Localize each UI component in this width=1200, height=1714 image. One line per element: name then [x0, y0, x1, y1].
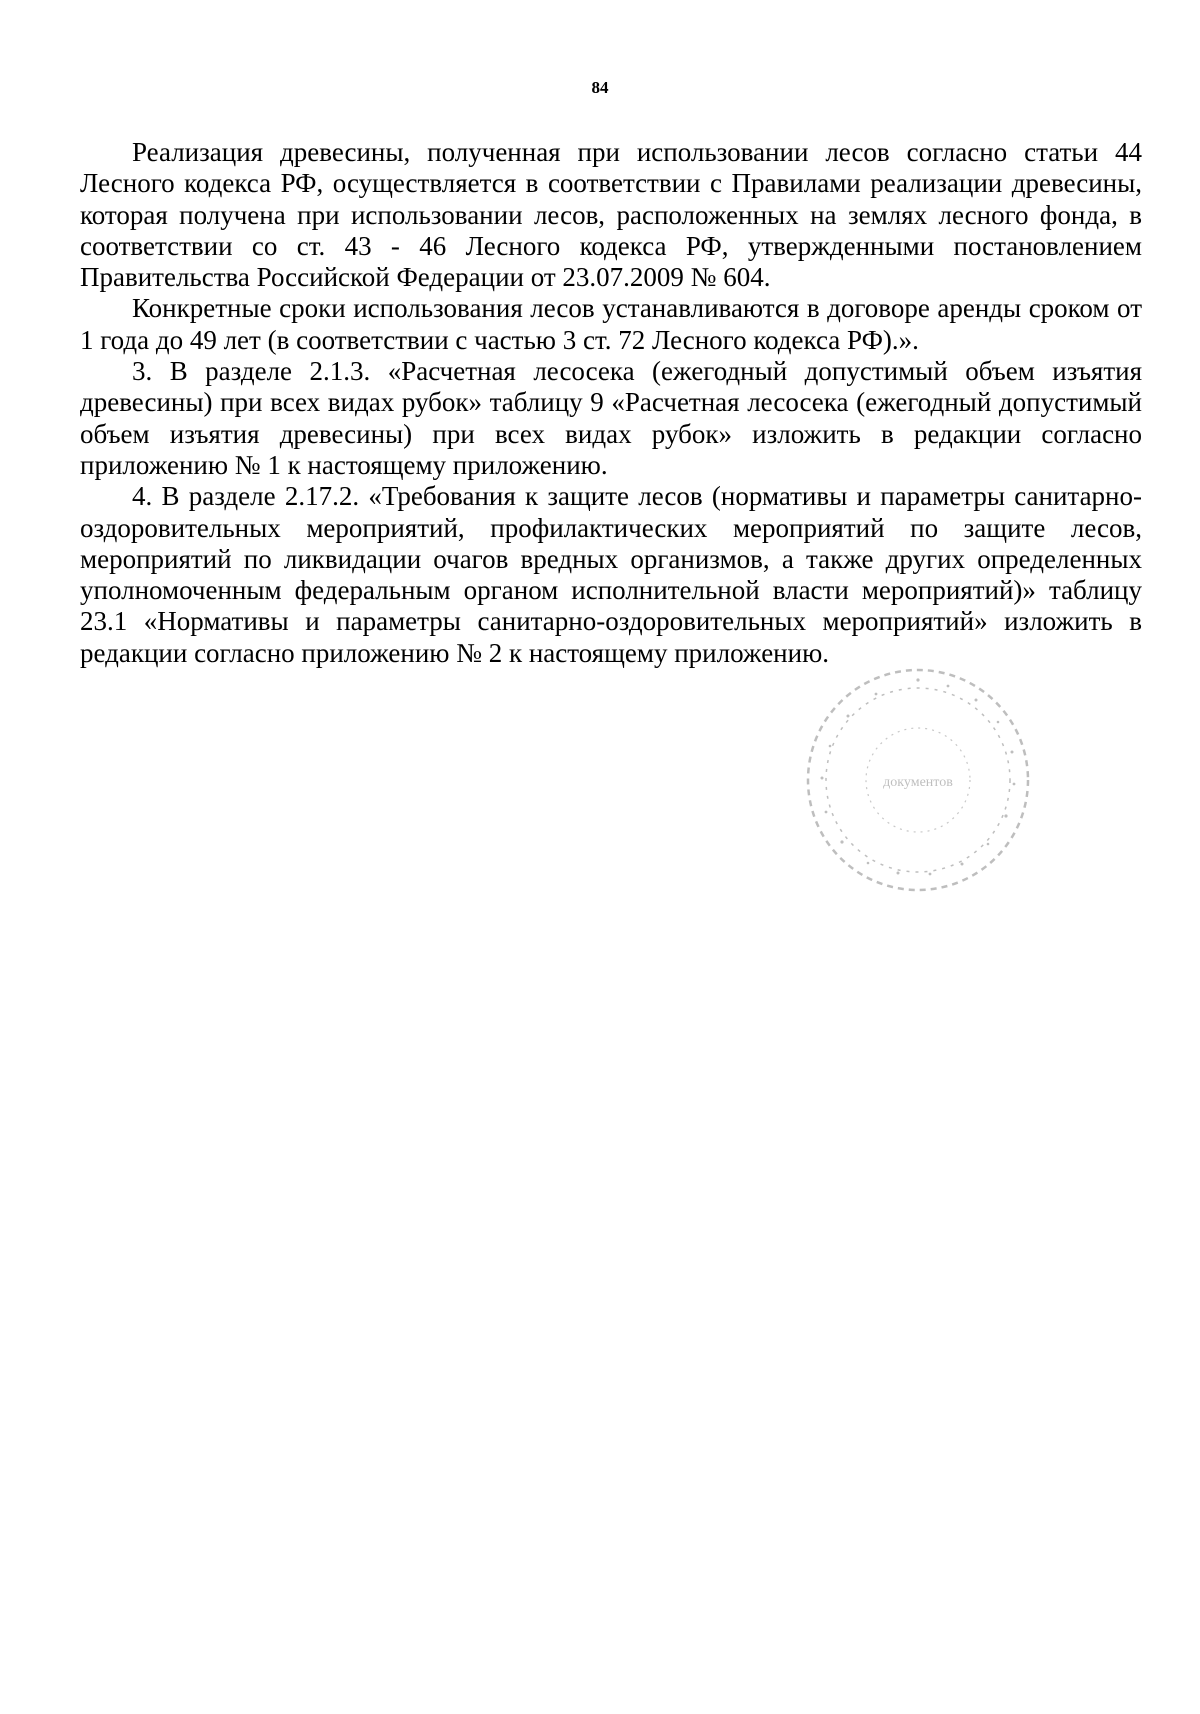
- paragraph-section-2-17-2: 4. В разделе 2.17.2. «Требования к защите лесов (нормативы и параметры санитарно-оздоровительных мероприятий, профилактических мероприятий по защите лесов, мероприятий по ликвидации очагов вредных организмов, а также других определенных уполномоченным федеральным органом исполнительной власти мероприятий)» таблицу 23.1 «Нормативы и параметры санитарно-оздоровительных мероприятий» изложить в редакции согласно приложению № 2 к настоящему приложению.: [80, 481, 1142, 668]
- stamp-text: документов: [883, 775, 953, 790]
- paragraph-lease-terms: Конкретные сроки использования лесов устанавливаются в договоре аренды сроком от 1 года до 49 лет (в соответствии с частью 3 ст. 72 Лесного кодекса РФ).».: [80, 293, 1142, 355]
- seal-stamp: [798, 660, 1038, 900]
- page-number: 84: [591, 78, 609, 97]
- paragraph-timber-sales: Реализация древесины, полученная при использовании лесов согласно статьи 44 Лесного кодекса РФ, осуществляется в соответствии с Правилами реализации древесины, которая получена при использовании лесов, расположенных на землях лесного фонда, в соответствии со ст. 43 - 46 Лесного кодекса РФ, утвержденными постановлением Правительства Российской Федерации от 23.07.2009 № 604.: [80, 137, 1142, 293]
- document-body: [80, 137, 1142, 669]
- paragraph-section-2-1-3: 3. В разделе 2.1.3. «Расчетная лесосека (ежегодный допустимый объем изъятия древесины) при всех видах рубок» таблицу 9 «Расчетная лесосека (ежегодный допустимый объем изъятия древесины) при всех видах рубок» изложить в редакции согласно приложению № 1 к настоящему приложению.: [80, 356, 1142, 480]
